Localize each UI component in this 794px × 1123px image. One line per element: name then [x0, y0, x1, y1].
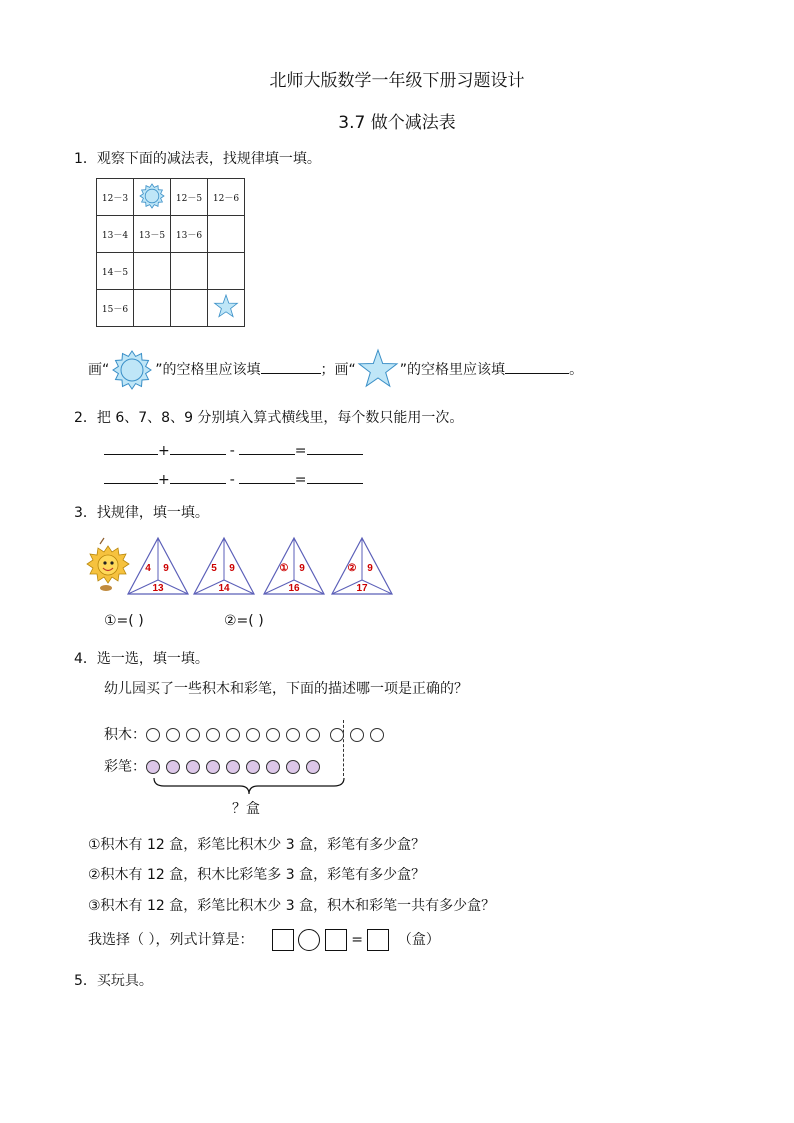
answer-blank[interactable]: [170, 469, 226, 484]
choose-text: 我选择（ ），列式计算是：: [88, 932, 254, 948]
quote-open: 画“: [88, 362, 110, 378]
equation-row: [104, 469, 363, 488]
triangle-bottom: 17: [356, 583, 368, 594]
choose-line: [88, 928, 440, 952]
plus-sign: +: [158, 443, 170, 459]
q4-prompt: 4．选一选，填一填。: [74, 651, 209, 667]
equals-sign: =: [294, 472, 307, 488]
blocks-label: 积木：: [104, 727, 146, 743]
triangle-left: 4: [145, 563, 151, 574]
answer-1[interactable]: ①=( ): [104, 613, 144, 629]
block-box-circle: [186, 728, 200, 742]
triangle-right: 9: [299, 563, 305, 574]
period: 。: [569, 362, 584, 378]
block-box-circle: [206, 728, 220, 742]
table-cell[interactable]: [208, 216, 245, 253]
label-sun-fill: ”的空格里应该填: [155, 362, 261, 378]
option-2[interactable]: ②积木有 12 盒，积木比彩笔多 3 盒，彩笔有多少盒？: [88, 867, 426, 883]
number-box[interactable]: [272, 929, 294, 951]
page-subtitle: 3.7 做个减法表: [338, 113, 456, 133]
triangle-right: 9: [229, 563, 235, 574]
table-cell: 13－6: [171, 216, 208, 253]
triangle-right: 9: [367, 563, 373, 574]
pen-box-circle: [166, 760, 180, 774]
triangle-right: 9: [163, 563, 169, 574]
block-box-circle: [370, 728, 384, 742]
block-box-circle: [266, 728, 280, 742]
table-cell: 12－6: [208, 179, 245, 216]
triangle: [194, 538, 254, 594]
answer-2[interactable]: ②=( ): [224, 613, 264, 629]
table-cell: 13－4: [97, 216, 134, 253]
star-answer-blank[interactable]: [505, 359, 569, 374]
block-box-circle: [330, 728, 344, 742]
answer-blank[interactable]: [239, 440, 295, 455]
triangle-bottom: 13: [152, 583, 164, 594]
sun-icon: [138, 182, 166, 210]
pen-box-circle: [146, 760, 160, 774]
pen-box-circle: [226, 760, 240, 774]
page-title: 北师大版数学一年级下册习题设计: [269, 71, 525, 91]
block-box-circle: [306, 728, 320, 742]
table-cell-star[interactable]: [208, 290, 245, 327]
table-cell[interactable]: [208, 253, 245, 290]
label-star-open: ；画“: [320, 362, 356, 378]
plus-sign: +: [158, 472, 170, 488]
minus-sign: -: [229, 472, 235, 488]
block-box-circle: [166, 728, 180, 742]
q3-prompt: 3．找规律，填一填。: [74, 505, 209, 521]
mascot-icon: [87, 538, 129, 591]
operator-circle[interactable]: [298, 929, 320, 951]
q4-question: 幼儿园买了一些积木和彩笔，下面的描述哪一项是正确的？: [104, 681, 468, 697]
table-cell: 14－5: [97, 253, 134, 290]
answer-blank[interactable]: [104, 440, 158, 455]
table-cell: 15－6: [97, 290, 134, 327]
table-cell-sun[interactable]: [134, 179, 171, 216]
result-box[interactable]: [367, 929, 389, 951]
equation-row: [104, 440, 363, 459]
block-box-circle: [146, 728, 160, 742]
pen-box-circle: [306, 760, 320, 774]
block-box-circle: [350, 728, 364, 742]
q2-prompt: 2．把 6、7、8、9 分别填入算式横线里，每个数只能用一次。: [74, 410, 464, 426]
block-box-circle: [286, 728, 300, 742]
brace: [152, 776, 346, 796]
triangle-left: ①: [279, 563, 289, 574]
table-cell: 12－5: [171, 179, 208, 216]
star-icon: [356, 348, 400, 392]
number-box[interactable]: [325, 929, 347, 951]
triangle-left: ②: [347, 563, 357, 574]
triangle-left: 5: [211, 563, 217, 574]
q1-prompt: 1．观察下面的减法表，找规律填一填。: [74, 151, 321, 167]
blocks-row: [104, 724, 390, 744]
answer-blank[interactable]: [104, 469, 158, 484]
option-3[interactable]: ③积木有 12 盒，彩笔比积木少 3 盒，积木和彩笔一共有多少盒？: [88, 898, 496, 914]
answer-blank[interactable]: [307, 469, 363, 484]
dashed-divider: [343, 720, 344, 776]
pen-box-circle: [206, 760, 220, 774]
option-1[interactable]: ①积木有 12 盒，彩笔比积木少 3 盒，彩笔有多少盒？: [88, 837, 426, 853]
answer-blank[interactable]: [239, 469, 295, 484]
sun-answer-blank[interactable]: [261, 359, 321, 374]
table-cell: 13－5: [134, 216, 171, 253]
brace-label: ？盒: [232, 801, 260, 817]
table-cell[interactable]: [134, 290, 171, 327]
q1-fill-line: [88, 348, 583, 388]
pen-box-circle: [246, 760, 260, 774]
pens-row: [104, 756, 326, 776]
triangle: [332, 538, 392, 594]
triangle: [264, 538, 324, 594]
table-cell[interactable]: [171, 290, 208, 327]
equals-sign: =: [351, 932, 363, 948]
block-box-circle: [226, 728, 240, 742]
pen-box-circle: [286, 760, 300, 774]
unit-label: （盒）: [397, 932, 440, 948]
triangle-bottom: 14: [218, 583, 230, 594]
answer-blank[interactable]: [170, 440, 226, 455]
answer-blank[interactable]: [307, 440, 363, 455]
triangle: [128, 538, 188, 594]
table-cell: 12－3: [97, 179, 134, 216]
label-star-fill: ”的空格里应该填: [399, 362, 506, 378]
pen-box-circle: [186, 760, 200, 774]
triangle-bottom: 16: [288, 583, 300, 594]
block-box-circle: [246, 728, 260, 742]
subtraction-table: [96, 178, 245, 327]
minus-sign: -: [229, 443, 235, 459]
equals-sign: =: [294, 443, 307, 459]
triangle-pattern: [86, 536, 398, 598]
pens-label: 彩笔：: [104, 759, 146, 775]
pen-box-circle: [266, 760, 280, 774]
table-cell[interactable]: [134, 253, 171, 290]
sun-icon: [109, 350, 155, 390]
q5-prompt: 5．买玩具。: [74, 973, 153, 989]
table-cell[interactable]: [171, 253, 208, 290]
star-icon: [213, 294, 239, 320]
